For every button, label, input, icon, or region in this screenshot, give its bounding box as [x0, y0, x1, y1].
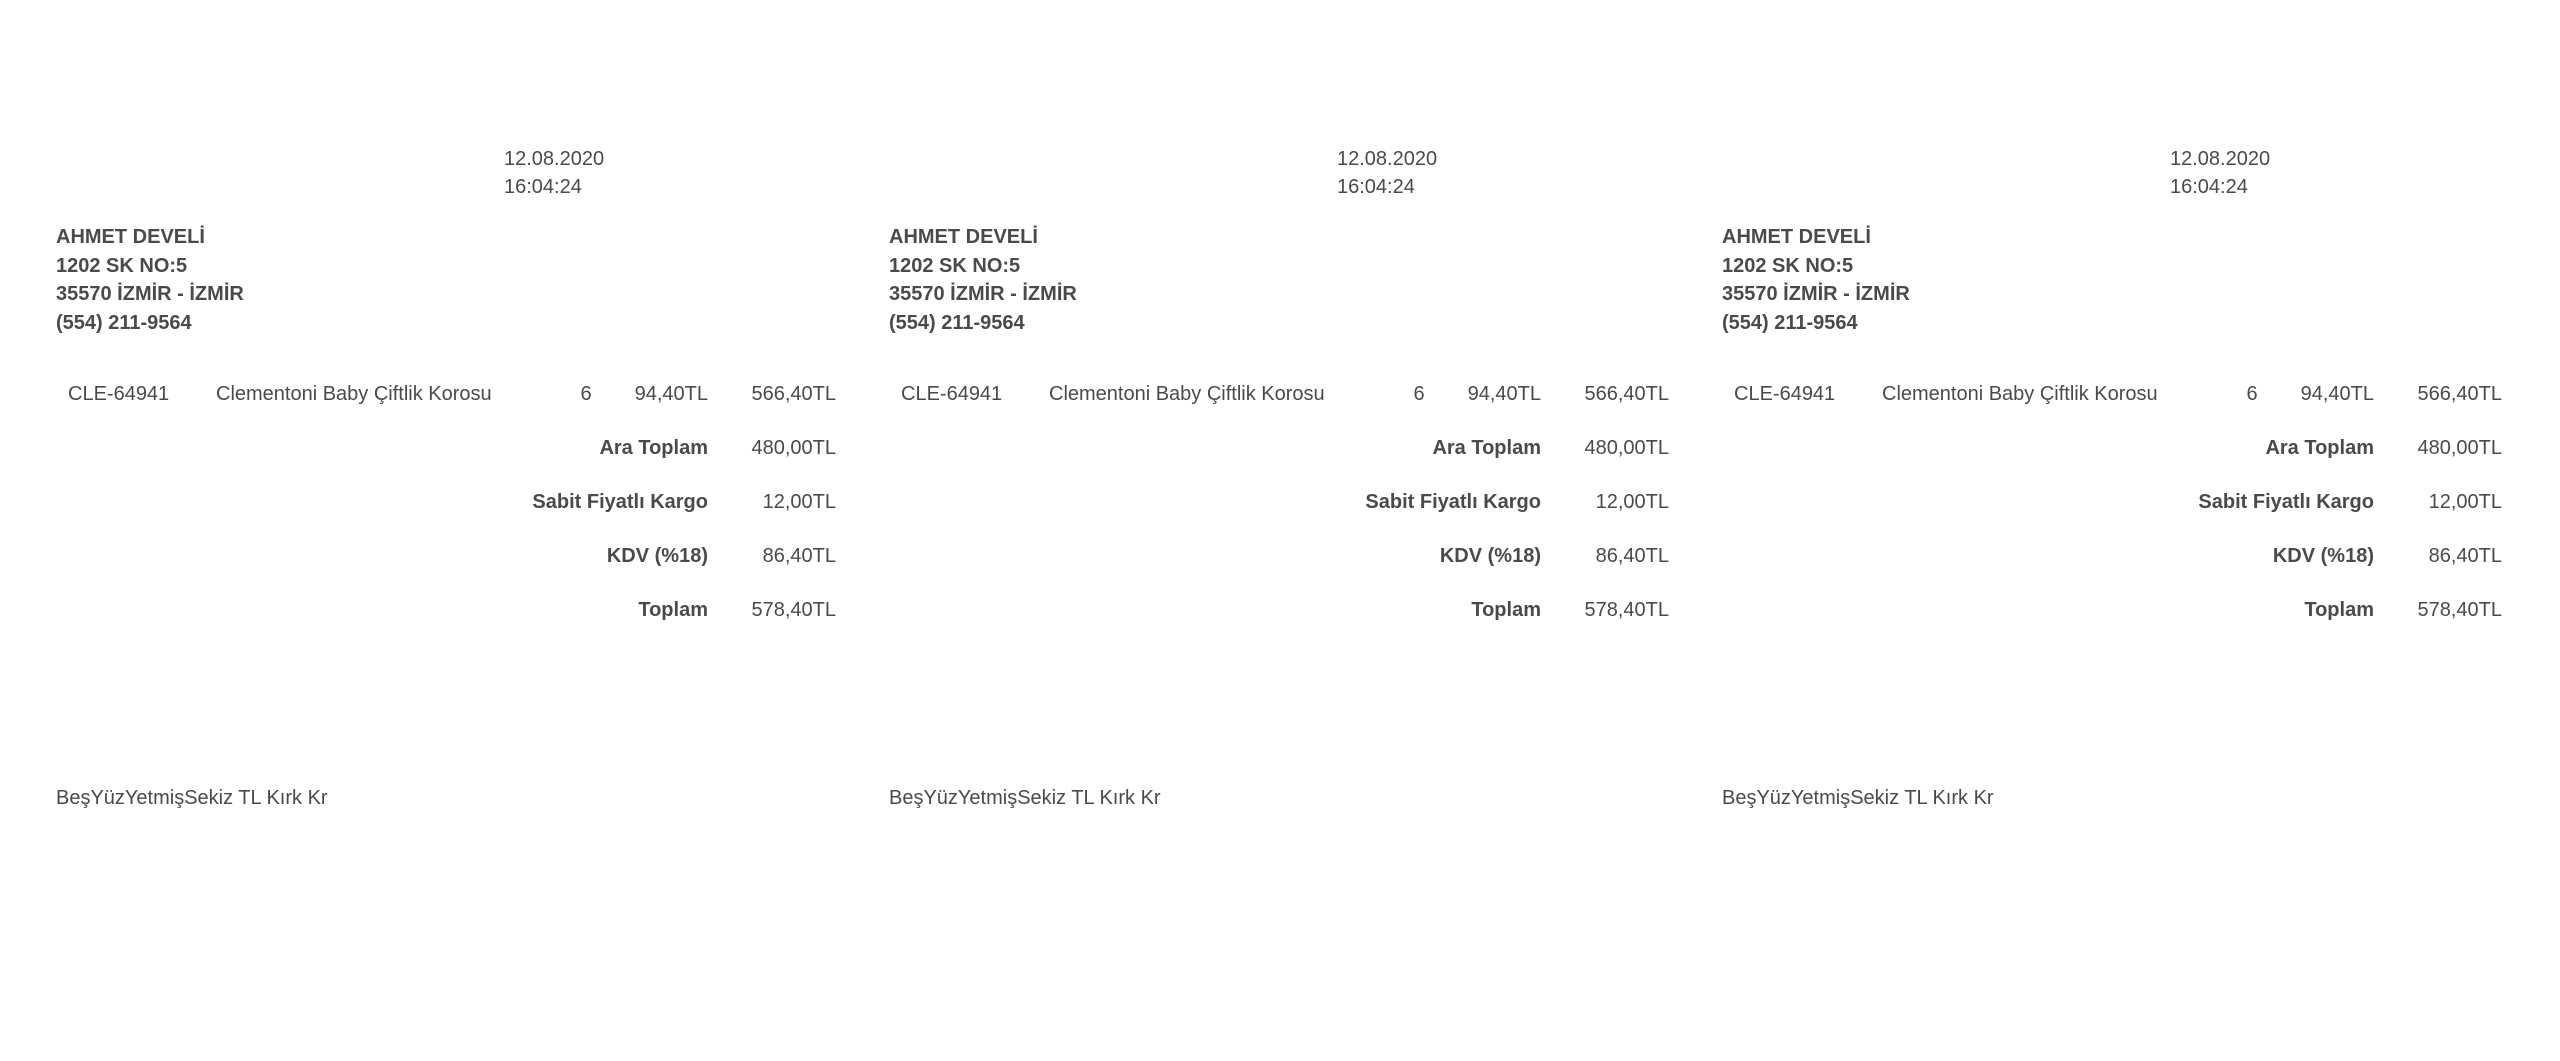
vat-label: KDV (%18) — [1439, 545, 1541, 567]
vat-value: 86,40TL — [1595, 545, 1669, 567]
item-unit-price: 94,40TL — [2300, 383, 2374, 405]
amount-in-words: BeşYüzYetmişSekiz TL Kırk Kr — [889, 787, 1161, 809]
subtotal-label: Ara Toplam — [2265, 437, 2374, 459]
customer-phone: (554) 211-9564 — [889, 311, 1025, 334]
invoice-date: 12.08.2020 — [504, 148, 605, 170]
invoice-datetime — [504, 145, 604, 201]
item-name: Clementoni Baby Çiftlik Korosu — [1049, 383, 1325, 405]
shipping-value: 12,00TL — [1595, 491, 1669, 513]
subtotal-row — [1722, 431, 2502, 485]
item-quantity: 6 — [1413, 383, 1425, 405]
shipping-value: 12,00TL — [2428, 491, 2502, 513]
vat-label: KDV (%18) — [606, 545, 708, 567]
subtotal-row — [889, 431, 1669, 485]
customer-address-line-2: 35570 İZMİR - İZMİR — [56, 283, 244, 305]
item-unit-price: 94,40TL — [634, 383, 708, 405]
customer-address-line-1: 1202 SK NO:5 — [889, 254, 1021, 277]
shipping-label: Sabit Fiyatlı Kargo — [2198, 491, 2374, 513]
item-quantity: 6 — [580, 383, 592, 405]
grand-total-value: 578,40TL — [1584, 599, 1669, 621]
subtotal-label: Ara Toplam — [1432, 437, 1541, 459]
customer-block — [1722, 223, 1910, 337]
item-code: CLE-64941 — [1734, 383, 1836, 405]
invoice-copy-1 — [56, 0, 846, 1061]
customer-name: AHMET DEVELİ — [1722, 226, 1871, 248]
item-quantity: 6 — [2246, 383, 2258, 405]
invoice-datetime — [1337, 145, 1437, 201]
item-name: Clementoni Baby Çiftlik Korosu — [1882, 383, 2158, 405]
item-name: Clementoni Baby Çiftlik Korosu — [216, 383, 492, 405]
shipping-row — [889, 485, 1669, 539]
customer-name: AHMET DEVELİ — [56, 226, 205, 248]
invoice-copy-2 — [889, 0, 1679, 1061]
invoice-time: 16:04:24 — [504, 176, 582, 198]
item-code: CLE-64941 — [68, 383, 170, 405]
invoice-date: 12.08.2020 — [1337, 148, 1438, 170]
invoice-lines — [56, 377, 836, 647]
grand-total-label: Toplam — [2304, 599, 2374, 621]
customer-name: AHMET DEVELİ — [889, 226, 1038, 248]
grand-total-label: Toplam — [638, 599, 708, 621]
invoice-copy-3 — [1722, 0, 2512, 1061]
customer-phone: (554) 211-9564 — [56, 311, 192, 334]
invoice-lines — [1722, 377, 2502, 647]
grand-total-row — [56, 593, 836, 647]
subtotal-value: 480,00TL — [2417, 437, 2502, 459]
shipping-row — [1722, 485, 2502, 539]
vat-label: KDV (%18) — [2272, 545, 2374, 567]
vat-row — [889, 539, 1669, 593]
invoice-datetime — [2170, 145, 2270, 201]
vat-row — [56, 539, 836, 593]
invoice-date: 12.08.2020 — [2170, 148, 2271, 170]
customer-address-line-1: 1202 SK NO:5 — [56, 254, 188, 277]
grand-total-row — [1722, 593, 2502, 647]
item-line-total: 566,40TL — [2417, 383, 2502, 405]
invoice-lines — [889, 377, 1669, 647]
amount-in-words: BeşYüzYetmişSekiz TL Kırk Kr — [1722, 787, 1994, 809]
item-unit-price: 94,40TL — [1467, 383, 1541, 405]
subtotal-row — [56, 431, 836, 485]
grand-total-value: 578,40TL — [751, 599, 836, 621]
customer-address-line-2: 35570 İZMİR - İZMİR — [1722, 283, 1910, 305]
shipping-value: 12,00TL — [762, 491, 836, 513]
shipping-row — [56, 485, 836, 539]
item-line-total: 566,40TL — [1584, 383, 1669, 405]
vat-value: 86,40TL — [762, 545, 836, 567]
item-line-total: 566,40TL — [751, 383, 836, 405]
subtotal-value: 480,00TL — [1584, 437, 1669, 459]
item-row — [56, 377, 836, 431]
shipping-label: Sabit Fiyatlı Kargo — [1365, 491, 1541, 513]
customer-address-line-1: 1202 SK NO:5 — [1722, 254, 1854, 277]
customer-address-line-2: 35570 İZMİR - İZMİR — [889, 283, 1077, 305]
customer-block — [56, 223, 244, 337]
grand-total-row — [889, 593, 1669, 647]
customer-phone: (554) 211-9564 — [1722, 311, 1858, 334]
vat-row — [1722, 539, 2502, 593]
invoice-time: 16:04:24 — [2170, 176, 2248, 198]
customer-block — [889, 223, 1077, 337]
item-row — [889, 377, 1669, 431]
vat-value: 86,40TL — [2428, 545, 2502, 567]
grand-total-value: 578,40TL — [2417, 599, 2502, 621]
item-code: CLE-64941 — [901, 383, 1003, 405]
invoice-time: 16:04:24 — [1337, 176, 1415, 198]
grand-total-label: Toplam — [1471, 599, 1541, 621]
subtotal-label: Ara Toplam — [599, 437, 708, 459]
amount-in-words: BeşYüzYetmişSekiz TL Kırk Kr — [56, 787, 328, 809]
shipping-label: Sabit Fiyatlı Kargo — [532, 491, 708, 513]
item-row — [1722, 377, 2502, 431]
subtotal-value: 480,00TL — [751, 437, 836, 459]
